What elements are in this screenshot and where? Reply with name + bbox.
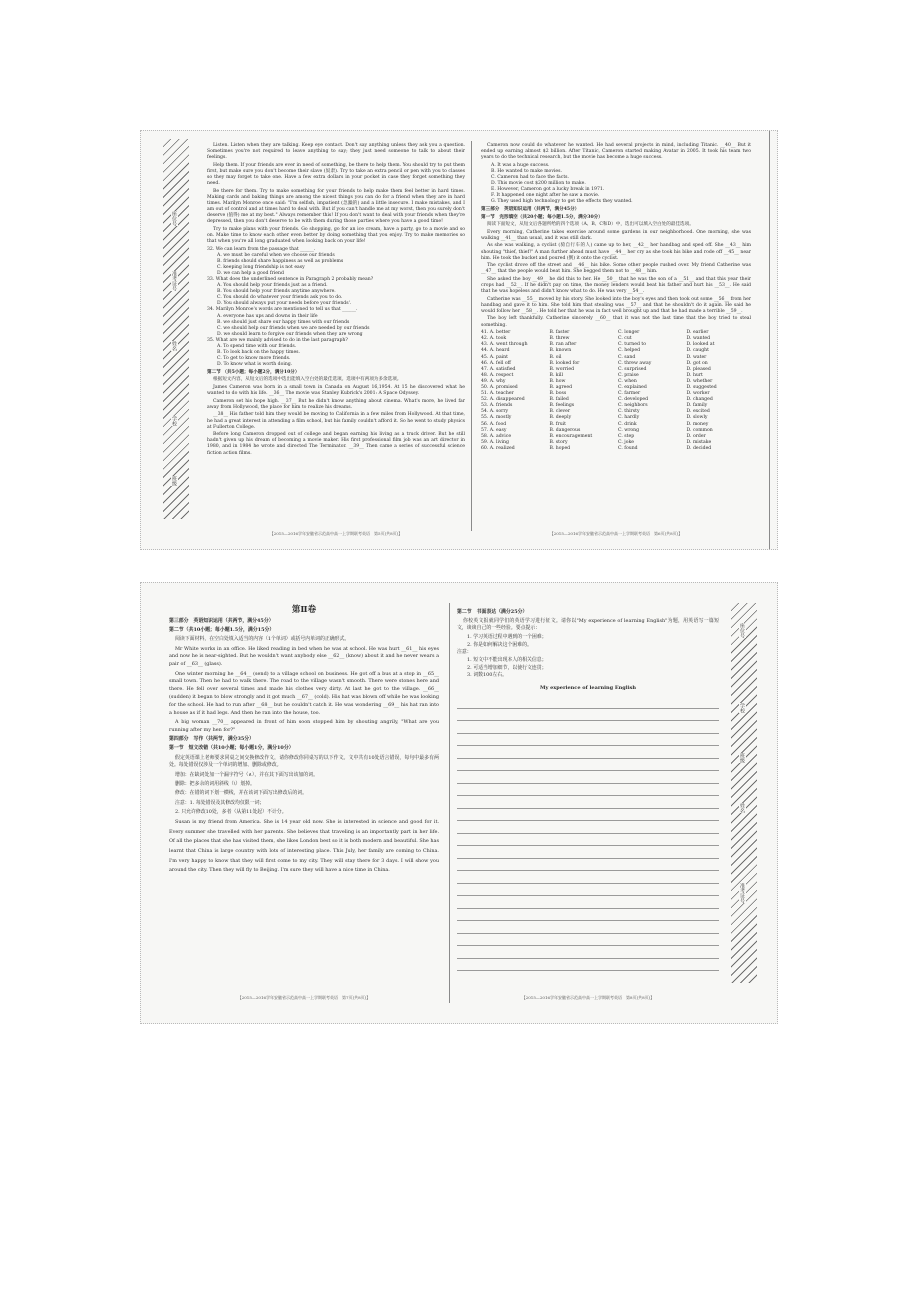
writing-area[interactable] (457, 696, 719, 971)
option: C. Cameron had to face the facts. (491, 174, 569, 180)
answer-option: 43. A. went through (481, 342, 528, 348)
answer-option: 57. A. easy (481, 427, 507, 433)
option: C. You should do whatever your friends ask you to do. (217, 295, 343, 301)
answer-option: 48. A. respect (481, 372, 514, 378)
answer-option: B. worried (549, 366, 575, 372)
answer-option: 60. A. realized (481, 445, 515, 451)
section-header: 第二节 （共5小题；每小题2分，满分10分） (207, 369, 300, 375)
option: F. It happened one night after he saw a movie. (491, 193, 600, 199)
answer-option: C. farmer (618, 391, 641, 397)
binding-margin-right (731, 603, 757, 983)
cloze-paragraph: Every morning, Catherine takes exercise around some gardens in our neighborhood. One morning, she was walking __41__ than usual, and it was still dark. (481, 229, 751, 241)
option: B. friends should share happiness as well as problems (217, 258, 344, 264)
writing-line[interactable] (457, 921, 719, 934)
answer-option: C. wrong (618, 427, 640, 433)
instruction: 增加：在缺词处加一个漏字符号（∧），并在其下面写出该加的词。 (175, 771, 318, 778)
answer-option: 47. A. satisfied (481, 366, 516, 372)
answer-option: 49. A. why (481, 378, 506, 384)
margin-label-name: 姓名 (171, 341, 177, 351)
writing-line[interactable] (457, 959, 719, 972)
answer-option: D. pleased (686, 366, 711, 372)
note: 2. 可适当增加细节，以使行文连贯； (467, 664, 547, 671)
writing-line[interactable] (457, 709, 719, 722)
option: B. To look back on the happy times. (217, 350, 300, 356)
answer-option: D. water (686, 354, 707, 360)
writing-line[interactable] (457, 884, 719, 897)
section-instruction: 阅读下面材料，在空白处填入适当的内容（1个单词）或括号内单词的正确形式。 (175, 636, 350, 643)
question-stem: 33. What does the underlined sentence in Paragraph 2 probably mean? (207, 276, 374, 282)
task-point: 2. 你是如何解决这个困难的。 (467, 641, 532, 648)
exam-sheet-top (140, 130, 778, 550)
instruction: 修改：在错的词下划一横线，并在该词下面写出修改后的词。 (175, 790, 308, 797)
answer-option: B. kill (549, 372, 563, 378)
answer-option: B. deeply (549, 415, 572, 421)
writing-line[interactable] (457, 734, 719, 747)
note: 3. 词数100左右。 (467, 672, 508, 679)
answer-option: B. ran after (549, 342, 577, 348)
answer-option: B. fruit (549, 421, 566, 427)
section-header: 第二节（共10小题；每小题1.5分，满分15分） (169, 627, 275, 634)
writing-line[interactable] (457, 946, 719, 959)
answer-option: B. clever (549, 409, 571, 415)
option: C. we should help our friends when we are needed by our friends (217, 325, 370, 331)
paragraph: Try to make plans with your friends. Go shopping, go for an ice cream, have a party, go to a movie and so on. Make time to know each other even better by doing something that you enjoy. Try to make memories so that when you're all long graduated when looking back on your life! (207, 226, 465, 244)
option: A. we must be careful when we choose our friends (217, 252, 335, 258)
answer-option: C. longer (618, 330, 640, 336)
answer-option: C. threw away (618, 360, 652, 366)
answer-option: C. cut (618, 336, 632, 342)
answer-option: D. wanted (686, 336, 711, 342)
answer-option: D. common (686, 427, 713, 433)
answer-option: B. known (549, 348, 572, 354)
answer-option: B. story (549, 439, 568, 445)
paragraph: Help them. If your friends are ever in need of something, be there to help them. You should try to put them first, but make sure you don't become their slave (奴隶). Try to take an extra pencil or pen with you to classes so they may forget to take one. Have a few extra dollars in your pocket in case they forget something they need. (207, 162, 465, 187)
note: 1. 短文中不能出现本人的相关信息； (467, 657, 547, 664)
answer-option: B. boss (549, 391, 567, 397)
cloze-paragraph: The boy left thankfully. Catherine sincerely __60__ that it was not the last time that the boy tried to steal something. (481, 316, 751, 328)
answer-option: B. encouragement (549, 433, 593, 439)
answer-option: D. order (686, 433, 706, 439)
margin-label-class: 班级 (739, 753, 745, 763)
part-header: 第四部分 写作（共两节，满分35分） (169, 735, 255, 742)
answer-option: D. changed (686, 397, 713, 403)
page-8 (457, 607, 719, 971)
answer-option: B. failed (549, 397, 569, 403)
writing-line[interactable] (457, 721, 719, 734)
option: D. You should always put your needs before your friends'. (217, 301, 352, 307)
writing-line[interactable] (457, 871, 719, 884)
answer-option: B. faster (549, 330, 570, 336)
paragraph: Cameron now could do whatever he wanted. He had several projects in mind, including Titanic. __40__ But it ended up earning almost $2 billion. After Titanic, Cameron started making Avatar in 2005. It took his team two years to do the technical research, but the movie has become a huge success. (481, 143, 751, 161)
writing-line[interactable] (457, 784, 719, 797)
notes-label: 注意： (457, 649, 472, 656)
option: D. we can help a good friend (217, 270, 284, 276)
paragraph: Be there for them. Try to make something for your friends to help make them feel better in hard times. Making cards and baking things are among the nicest things you can do for a friend when they are in hard times. Marilyn Monroe once said: "I'm selfish, impatient (急躁的) and a little insecure. I make mistakes, and I am out of control and at times hard to deal with. But if you can't handle me at my worst, then you surely don't deserve (值得) me at my best." Always remember this! If you don't want to deal with your friends when they're depressed, then you don't deserve to be with them during those parties where you have a good time! (207, 188, 465, 225)
answer-option: 55. A. mostly (481, 415, 512, 421)
answer-option: B. feelings (549, 403, 575, 409)
answer-option: C. drink (618, 421, 637, 427)
part-header: 第三部分 英语知识运用（共两节，满分45分） (169, 617, 274, 624)
page-6 (481, 143, 751, 452)
writing-line[interactable] (457, 796, 719, 809)
option: A. To spend time with our friends. (217, 344, 297, 349)
answer-option: 46. A. fell off (481, 360, 511, 366)
question-stem: 35. What are we mainly advised to do in the last paragraph? (207, 337, 348, 343)
page-7-footer: 【2015—2016学年安徽省示范高中高一上学期联考英语 第7页(共8页)】 (237, 995, 371, 1000)
answer-option: D. suggested (686, 384, 717, 390)
cloze-paragraph: The cyclist drove off the street and __46__ his bike. Some other people rushed over. My friend Catherine was __47__ that the people would beat him. She begged them not to __48__ him. (481, 263, 751, 275)
answer-option: 58. A. advice (481, 433, 512, 439)
answer-option: C. hardly (618, 415, 640, 421)
option: D. we should learn to forgive our friends when they are wrong (217, 331, 363, 337)
answer-option: C. thirsty (618, 409, 640, 415)
answer-option: D. money (686, 421, 709, 427)
cloze-paragraph: Before long Cameron dropped out of college and began earning his living as a truck driver. But he still hadn't given up his dream of becoming a movie maker. His first professional film job was an art director in 1980, and in 1984 he wrote and directed The Terminator. __39__ Then came a series of successful science fiction action films. (207, 432, 465, 456)
volume-title: 第Ⅱ卷 (291, 605, 317, 615)
instruction: 注意：1. 每处错误及其修改均仅限一词； (175, 799, 265, 806)
answer-option: D. mistake (686, 439, 712, 445)
section-header: 第一节 完形填空（共20小题；每小题1.5分，满分30分） (481, 214, 603, 220)
question-stem: 32. We can learn from the passage that ______. (207, 246, 316, 252)
page-divider (471, 141, 472, 531)
composition-title: My experience of learning English (539, 684, 637, 691)
cloze-paragraph: Mr White works in an office. He liked reading in bed when he was at school. He was hurt __61__ his eyes and now he is near-sighted. But he wouldn't want anybody else __62__ (know) about it and he never wears a pair of __63__ (glass). (169, 645, 439, 668)
writing-line[interactable] (457, 696, 719, 709)
answer-option: C. turned to (618, 342, 646, 348)
cloze-paragraph: James Cameron was born in a small town in Canada on August 16,1954. At 15 he discovered what he wanted to do with his life. __36__ The movie was Stanley Kubrick's 2001: A Space Odyssey. (207, 385, 465, 397)
answer-option: 41. A. better (481, 330, 511, 336)
margin-label-class: 班级 (171, 476, 177, 486)
answer-option: B. looked for (549, 360, 580, 366)
writing-line[interactable] (457, 771, 719, 784)
writing-line[interactable] (457, 821, 719, 834)
instruction: 假定英语课上老师要求同桌之间交换修改作文，请你修改你同桌写的以下作文。文中共有10处语言错误，每句中最多有两处。每处错误仅涉及一个单词的增加、删除或修改。 (169, 754, 439, 769)
answer-option: D. excited (686, 409, 710, 415)
answer-option: 44. A. heard (481, 348, 510, 354)
error-correction-passage: Susan is my friend from America. She is 14 year old now. She is interested in science and good for it. Every summer she travelled with her parents. She believes that traveling is an importantly part in her life. Of all the places that she has visited them, she likes London best so it is both modern and beautiful. She has learnt that China is large country with lots of interesting place. This July, her family are coming to China. I'm very happy to know that they will first come to my city. They will stay there for 3 days. I will show you around the city. Then they will fly to Beijing. I'm sure they will have a nice time in China. (169, 819, 439, 874)
section-instruction: 阅读下面短文，从短文后各题所给的四个选项（A、B、C和D）中，选出可以填入空白处的最佳选项。 (487, 222, 694, 228)
option: B. we should just share our happy times with our friends (217, 319, 350, 325)
cloze-paragraph: Catherine was __55__ moved by his story. She looked into the boy's eyes and then took out some __56__ from her handbag and gave it to him. She told him that stealing was __57__ and that he shouldn't do it again. He said he would follow her __58__. He told her that he was in fact well brought up and that he had made a terrible __59__. (481, 296, 751, 314)
margin-label-seat: 座位号 (171, 211, 177, 226)
answer-option: 59. A. living (481, 439, 509, 445)
answer-option: 56. A. food (481, 421, 507, 427)
answer-option: D. family (686, 403, 708, 409)
part-header: 第三部分 英语知识运用（共两节，满分45分） (481, 206, 580, 212)
cloze-paragraph: As she was walking, a cyclist (骑自行车的人) came up to her, __42__ her handbag and sped off. She __43__ him shouting "thief, thief!" A man further ahead must have __44__ her cry as she took his bike and rode off __45__ near him. He took the bucket and poured (倒) it onto the cyclist. (481, 243, 751, 261)
writing-line[interactable] (457, 896, 719, 909)
cloze-paragraph: She asked the boy __49__ he did this to her. He __50__ that he was the son of a __51__ and that this year their crops had __52__. If he didn't pay on time, the money lenders would beat his father and hurt his __53__. He said that he was hopeless and didn't know what to do. He was very __54__. (481, 276, 751, 295)
answer-option: 45. A. paint (481, 354, 508, 360)
answer-option: C. neighbors (618, 403, 648, 409)
writing-line[interactable] (457, 746, 719, 759)
answer-options-grid (481, 330, 751, 452)
option: D. To know what is worth doing. (217, 362, 293, 368)
writing-line[interactable] (457, 909, 719, 922)
answer-option: D. caught (686, 348, 709, 354)
answer-option: C. joke (618, 439, 634, 445)
answer-option: C. developed (618, 397, 649, 403)
answer-option: C. sand (618, 354, 636, 360)
answer-option: B. oil (549, 354, 562, 360)
section-header: 第一节 短文改错（共10小题；每小题1分，满分10分） (169, 745, 294, 752)
option: D. This movie cost $200 million to make. (491, 181, 586, 187)
answer-option: D. got on (686, 360, 708, 366)
answer-option: B. agreed (549, 384, 573, 390)
answer-option: B. how (549, 378, 566, 384)
cloze-paragraph: __38__ His father told him they would be moving to California in a few miles from Hollywood. At that time, he had a great interest in attending a film school, but his family couldn't afford it. So he went to study physics at Fullerton College. (207, 412, 465, 430)
answer-option: D. looked at (686, 342, 715, 348)
answer-option: C. praise (618, 372, 639, 378)
answer-option: D. worker (686, 391, 710, 397)
answer-option: C. helped (618, 348, 641, 354)
answer-option: 52. A. disappeared (481, 397, 525, 403)
answer-option: D. earlier (686, 330, 709, 336)
answer-option: C. explained (618, 384, 647, 390)
writing-line[interactable] (457, 934, 719, 947)
option: E. However, Cameron got a lucky break in 1971. (491, 187, 605, 193)
option: A. You should help your friends just as a friend. (217, 283, 328, 289)
margin-label-seat: 座位号 (739, 623, 745, 638)
exam-sheet-bottom (140, 582, 778, 1024)
answer-option: C. step (618, 433, 635, 439)
page-divider (449, 603, 450, 1003)
task-description: 你校英文报就同学们的英语学习进行征文。请你以"My experience of learning English"为题，用英语写一篇短文，谈谈自己的一些经验。要点提示： (457, 617, 719, 632)
margin-label-exam-number: 准考证号 (171, 271, 177, 291)
instruction: 2. 只允许修改10处，多者（从第11处起）不计分。 (175, 808, 287, 815)
writing-line[interactable] (457, 859, 719, 872)
cloze-paragraph: A big woman __70__ appeared in front of him soon stopped him by shouting angrily, "What are you running after my hen for?" (169, 718, 439, 733)
margin-label-name: 姓名 (739, 803, 745, 813)
option: A. It was a huge success. (491, 162, 550, 168)
answer-option: B. hoped (549, 445, 571, 451)
section-instruction: 根据短文内容，从短文后的选项中选出能填入空白处的最佳选项。选项中有两项为多余选项。 (213, 377, 402, 383)
answer-option: D. slowly (686, 415, 708, 421)
section-header: 第二节 书面表达（满分25分） (457, 608, 528, 615)
answer-option: 42. A. took (481, 336, 507, 342)
writing-line[interactable] (457, 809, 719, 822)
answer-option: B. threw (549, 336, 570, 342)
option: B. He wanted to make movies. (491, 168, 562, 174)
writing-line[interactable] (457, 759, 719, 772)
answer-option: C. when (618, 378, 637, 384)
cloze-paragraph: One winter morning he __64__ (send) to a village school on business. He got off a bus at a stop in __65__ small town. Then he had to walk there. The road to the village wasn't smooth. There were stones here and there. He fell over several times and made his clothes very dirty. At last he got to the village. __66__ (sudden) it began to blow strongly and it got much __67__ (cold). His hat was blown off while he was looking for the school. He had to run after __68__ but he couldn't catch it. He was wondering __69__ his hat ran into a house as if it had legs. And then he ran into the house, too. (169, 670, 439, 716)
writing-line[interactable] (457, 846, 719, 859)
answer-option: B. dangerous (549, 427, 581, 433)
question-stem: 34. Marilyn Monroe's words are mentioned to tell us that ______. (207, 307, 358, 313)
right-edge-line (769, 131, 770, 549)
answer-option: D. decided (686, 445, 712, 451)
question-35 (207, 338, 465, 368)
cloze-paragraph: Cameron set his hope high. __37__ But he didn't know anything about cinema. What's more, he lived far away from Hollywood, the place for him to realize his dreams. (207, 398, 465, 410)
answer-option: D. whether (686, 378, 713, 384)
answer-option: C. found (618, 445, 638, 451)
page-5-footer: 【2015—2016学年安徽省示范高中高一上学期联考英语 第5页(共8页)】 (269, 531, 403, 536)
writing-line[interactable] (457, 834, 719, 847)
option: A. everyone has ups and downs in their life (217, 313, 318, 319)
page-8-footer: 【2015—2016学年安徽省示范高中高一上学期联考英语 第8页(共8页)】 (521, 995, 655, 1000)
paragraph: Listen. Listen when they are talking. Keep eye contact. Don't say anything unless they ask you a question. Sometimes you're not required to leave anything to say; they just need someone to talk to about their feelings. (207, 143, 465, 161)
answer-option: C. surprised (618, 366, 647, 372)
option: C. keeping long friendship is not easy (217, 264, 305, 270)
option: C. To get to know more friends. (217, 356, 291, 362)
answer-option: 54. A. sorry (481, 409, 509, 415)
task-point: 1. 学习英语过程中遇到的一个困难； (467, 634, 547, 641)
answer-option: 51. A. teacher (481, 391, 514, 397)
margin-label-school: 学校 (739, 703, 745, 713)
option: B. You should help your friends anytime anywhere. (217, 289, 336, 295)
answer-option: 53. A. friends (481, 403, 513, 409)
question-33 (207, 277, 465, 307)
answer-option: 50. A. promised (481, 384, 518, 390)
page-6-footer: 【2015—2016学年安徽省示范高中高一上学期联考英语 第6页(共8页)】 (549, 531, 683, 536)
question-34 (207, 307, 465, 337)
page-7 (169, 605, 439, 877)
binding-margin-left (163, 139, 189, 519)
margin-label-school: 学校 (171, 416, 177, 426)
option: G. They used high technology to get the effects they wanted. (491, 199, 633, 205)
margin-label-exam-number: 准考证号 (739, 883, 745, 903)
page-5 (207, 143, 465, 458)
question-32 (207, 247, 465, 277)
instruction: 删除：把多余的词用斜线（\）划掉。 (175, 780, 255, 787)
answer-option: D. hurt (686, 372, 703, 378)
